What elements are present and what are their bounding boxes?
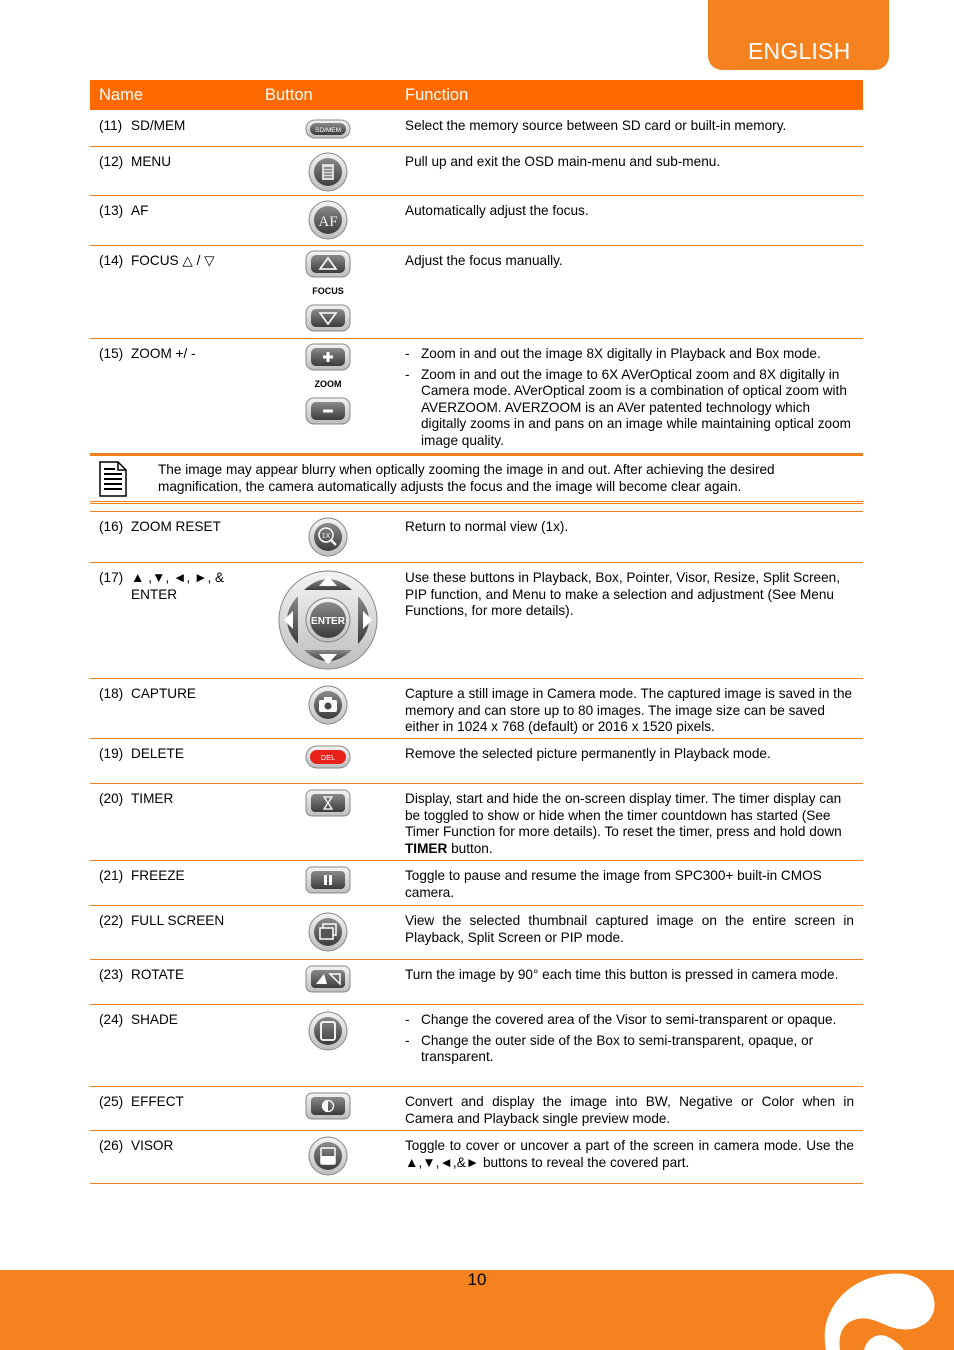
row-name: (26) VISOR [99,1138,174,1153]
row-function [405,346,854,453]
row-name: (17) ▲ ,▼, ◄, ►, & ENTER [99,570,225,602]
delete-button-icon [305,745,351,769]
svg-text:1X: 1X [321,533,331,540]
row-name: (16) ZOOM RESET [99,519,221,534]
hourglass-icon [305,789,351,817]
row-name: (14) FOCUS △ / ▽ [99,253,215,268]
row-name: (24) SHADE [99,1012,178,1027]
direction-pad-icon [278,570,378,670]
table-row [90,959,863,1005]
row-name: (25) EFFECT [99,1094,184,1109]
focus-buttons-icon [305,250,351,332]
row-name: (22) FULL SCREEN [99,913,225,928]
sdmem-button-icon [305,119,351,139]
table-row [90,738,863,784]
row-function: Automatically adjust the focus. [405,203,589,218]
camera-icon [307,685,349,725]
table-row [90,905,863,960]
row-function: Use these buttons in Playback, Box, Pointer, Visor, Resize, Split Screen, PIP function, and Menu to make a selection and adjustment (See Menu Functions, for more details). [405,570,840,618]
table-row [90,110,863,147]
note-text: The image may appear blurry when optically zooming the image in and out. After achieving the desired magnification, the camera automatically adjusts the focus and the image will become clear again. [158,462,775,494]
row-name: (23) ROTATE [99,967,185,982]
row-function: Remove the selected picture permanently in Playback mode. [405,746,771,761]
row-name: (19) DELETE [99,746,184,761]
row-name: (21) FREEZE [99,868,185,883]
table-row [90,783,863,861]
table-row [90,562,863,679]
svg-text:ZOOM: ZOOM [314,379,342,389]
row-name: (12) MENU [99,154,172,169]
row-function: Return to normal view (1x). [405,519,569,534]
function-item: - Change the outer side of the Box to semi-transparent, opaque, or transparent. [405,1033,854,1066]
note-box [90,454,863,504]
header-button: Button [265,86,313,104]
table-row [90,245,863,339]
shade-icon [307,1011,349,1051]
svg-text:FOCUS: FOCUS [312,286,344,296]
svg-text:AF: AF [318,214,338,230]
row-function: Select the memory source between SD card or built-in memory. [405,118,787,133]
row-function: Adjust the focus manually. [405,253,563,268]
svg-text:SD/MEM: SD/MEM [315,127,341,134]
table-row [90,1130,863,1184]
row-name: (11) SD/MEM [99,118,186,133]
row-function: Turn the image by 90° each time this button is pressed in camera mode. [405,967,839,982]
note-icon [99,461,127,497]
menu-button-icon [307,152,349,192]
row-function: Toggle to cover or uncover a part of the screen in camera mode. Use the ▲,▼,◄,&► buttons to reveal the covered part. [405,1138,854,1170]
zoom-buttons-icon [305,343,351,425]
function-item: - Zoom in and out the image 8X digitally in Playback and Box mode. [405,346,854,363]
table-row [90,678,863,739]
row-function [405,1012,854,1070]
page-number: 10 [467,1270,487,1289]
row-name: (15) ZOOM +/ - [99,346,196,361]
row-function: Convert and display the image into BW, Negative or Color when in Camera and Playback single preview mode. [405,1094,854,1126]
pause-icon [305,866,351,894]
function-item: - Change the covered area of the Visor to semi-transparent or opaque. [405,1012,854,1029]
function-item: - Zoom in and out the image to 6X AVerOptical zoom and 8X digitally in Camera mode. AVerOptical zoom is a combination of optical zoom with AVERZOOM. AVERZOOM is an AVer patented technology which digitally zooms in and pans on an image while maintaining optical zoom image quality. [405,367,854,450]
table-row [90,1086,863,1131]
table-header [90,80,863,110]
row-function: Display, start and hide the on-screen display timer. The timer display can be toggled to show or hide when the timer countdown has started (See Timer Function for more details). To reset the timer, press and hold down TIMER button. [405,791,842,856]
af-button-icon [307,200,349,240]
language-tab [708,0,889,70]
table-row [90,1004,863,1087]
row-name: (20) TIMER [99,791,174,806]
visor-icon [307,1136,349,1176]
rotate-icon [305,965,351,993]
svg-text:ENTER: ENTER [311,616,345,627]
row-name: (18) CAPTURE [99,686,196,701]
header-name: Name [99,86,144,104]
table-row [90,195,863,246]
row-function: Capture a still image in Camera mode. The captured image is saved in the memory and can store up to 80 images. The image size can be saved either in 1024 x 768 (default) or 2016 x 1520 pixels. [405,686,853,734]
row-function: View the selected thumbnail captured image on the entire screen in Playback, Split Screen or PIP mode. [405,913,854,945]
svg-text:DEL: DEL [320,753,336,762]
header-function: Function [405,86,469,104]
row-function: Pull up and exit the OSD main-menu and sub-menu. [405,154,721,169]
full-screen-icon [307,912,349,952]
table-row [90,511,863,563]
table-row [90,338,863,454]
row-name: (13) AF [99,203,149,218]
row-function: Toggle to pause and resume the image from SPC300+ built-in CMOS camera. [405,868,822,900]
table-row [90,146,863,196]
table-row [90,860,863,906]
language-label: ENGLISH [748,38,851,64]
effect-icon [305,1092,351,1120]
zoom-reset-icon [307,517,349,557]
